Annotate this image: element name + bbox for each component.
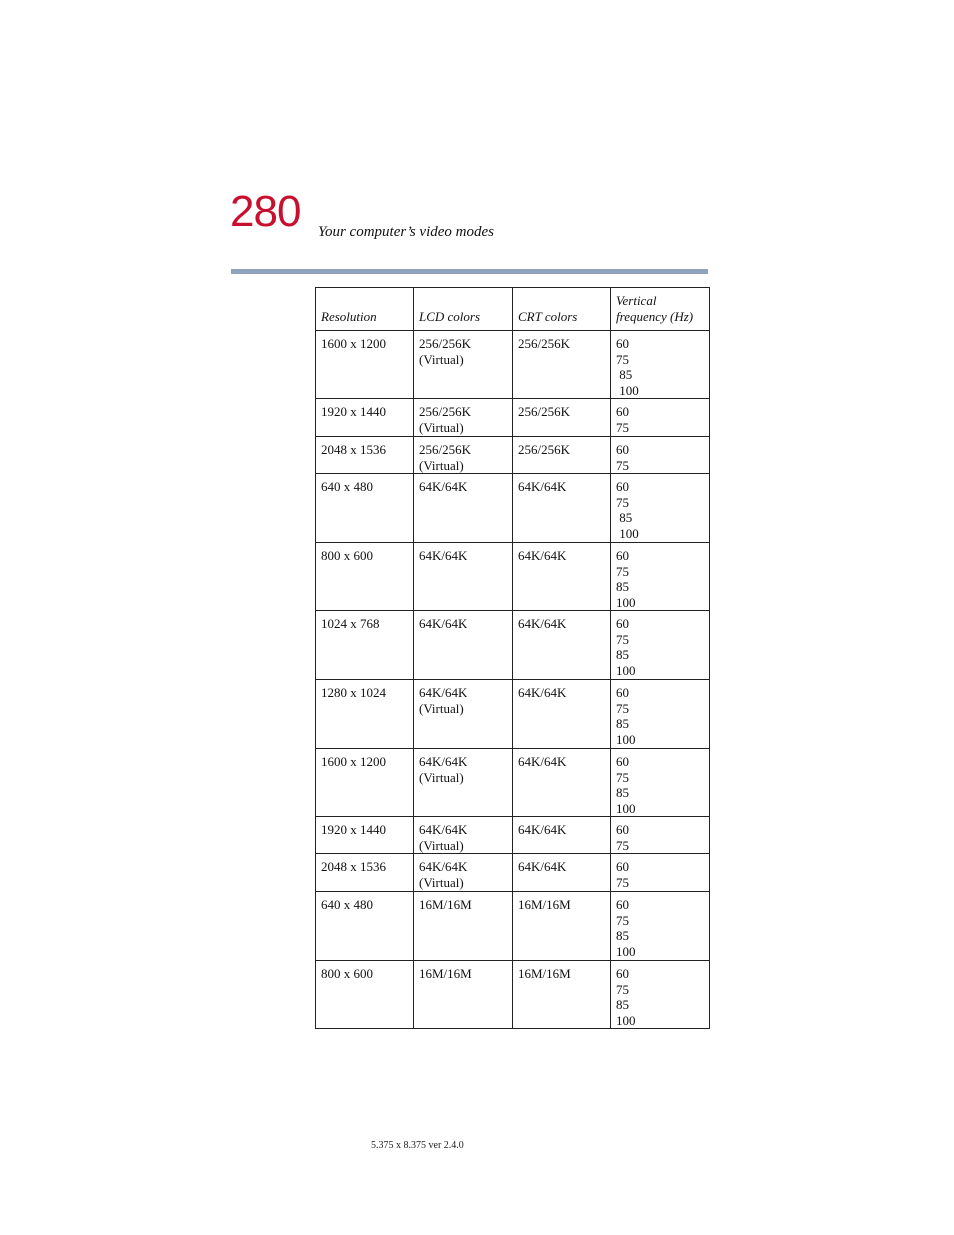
cell-crt-colors: 64K/64K — [513, 543, 611, 611]
frequency-value: 60 — [616, 479, 629, 494]
cell-crt-colors: 64K/64K — [513, 474, 611, 543]
cell-vertical-frequency — [611, 892, 710, 961]
frequency-value: 75 — [616, 874, 629, 890]
lcd-colors-line: 64K/64K — [419, 754, 468, 769]
frequency-value: 60 — [616, 822, 629, 837]
cell-crt-colors: 256/256K — [513, 331, 611, 399]
frequency-value: 60 — [616, 442, 629, 457]
lcd-colors-line: 256/256K — [419, 336, 471, 351]
cell-crt-colors: 64K/64K — [513, 749, 611, 817]
table-row — [316, 817, 710, 854]
lcd-colors-line: (Virtual) — [419, 700, 464, 716]
cell-crt-colors: 16M/16M — [513, 892, 611, 961]
page-number: 280 — [230, 187, 301, 236]
column-header-crt-colors: CRT colors — [513, 288, 611, 331]
lcd-colors-line: (Virtual) — [419, 419, 464, 435]
table-row — [316, 611, 710, 680]
cell-lcd-colors — [414, 961, 513, 1029]
frequency-value: 60 — [616, 685, 629, 700]
column-header-lcd-colors: LCD colors — [414, 288, 513, 331]
footer-version: 5.375 x 8.375 ver 2.4.0 — [371, 1140, 464, 1151]
cell-resolution: 1280 x 1024 — [316, 680, 414, 749]
table-row — [316, 543, 710, 611]
running-head: Your computer’s video modes — [318, 224, 494, 240]
lcd-colors-line: (Virtual) — [419, 837, 464, 853]
cell-resolution: 2048 x 1536 — [316, 437, 414, 474]
cell-crt-colors: 256/256K — [513, 437, 611, 474]
frequency-value: 60 — [616, 336, 629, 351]
cell-resolution: 800 x 600 — [316, 543, 414, 611]
lcd-colors-line: 64K/64K — [419, 859, 468, 874]
frequency-value: 60 — [616, 966, 629, 981]
lcd-colors-line: 16M/16M — [419, 966, 472, 981]
frequency-value: 85 — [616, 716, 629, 731]
cell-vertical-frequency — [611, 474, 710, 543]
cell-resolution: 1920 x 1440 — [316, 817, 414, 854]
cell-lcd-colors — [414, 474, 513, 543]
cell-resolution: 1920 x 1440 — [316, 399, 414, 437]
frequency-value: 75 — [616, 912, 629, 928]
cell-lcd-colors — [414, 437, 513, 474]
frequency-value: 75 — [616, 837, 629, 853]
lcd-colors-line: (Virtual) — [419, 769, 464, 785]
table-body — [316, 331, 710, 1029]
lcd-colors-line: 16M/16M — [419, 897, 472, 912]
table-header-row — [316, 288, 710, 331]
frequency-value: 60 — [616, 616, 629, 631]
frequency-value: 60 — [616, 548, 629, 563]
table-row — [316, 399, 710, 437]
column-header-vertical-frequency: Vertical frequency (Hz) — [611, 288, 710, 331]
cell-lcd-colors — [414, 817, 513, 854]
frequency-value: 100 — [616, 525, 639, 541]
cell-vertical-frequency — [611, 961, 710, 1029]
table-row — [316, 854, 710, 892]
header-rule — [231, 269, 708, 274]
lcd-colors-line: 64K/64K — [419, 548, 468, 563]
frequency-value: 75 — [616, 981, 629, 997]
cell-resolution: 1600 x 1200 — [316, 749, 414, 817]
frequency-value: 100 — [616, 662, 636, 678]
frequency-value: 60 — [616, 754, 629, 769]
cell-crt-colors: 64K/64K — [513, 611, 611, 680]
cell-resolution: 640 x 480 — [316, 892, 414, 961]
frequency-value: 60 — [616, 859, 629, 874]
frequency-value: 100 — [616, 731, 636, 747]
cell-vertical-frequency — [611, 331, 710, 399]
cell-lcd-colors — [414, 331, 513, 399]
cell-lcd-colors — [414, 399, 513, 437]
cell-vertical-frequency — [611, 543, 710, 611]
cell-vertical-frequency — [611, 680, 710, 749]
frequency-value: 85 — [616, 367, 633, 382]
cell-vertical-frequency — [611, 749, 710, 817]
frequency-value: 85 — [616, 997, 629, 1012]
cell-crt-colors: 64K/64K — [513, 817, 611, 854]
frequency-value: 75 — [616, 351, 629, 367]
table-row — [316, 749, 710, 817]
lcd-colors-line: 64K/64K — [419, 616, 468, 631]
table-row — [316, 892, 710, 961]
cell-vertical-frequency — [611, 817, 710, 854]
cell-resolution: 2048 x 1536 — [316, 854, 414, 892]
lcd-colors-line: 256/256K — [419, 404, 471, 419]
lcd-colors-line: 64K/64K — [419, 685, 468, 700]
cell-lcd-colors — [414, 854, 513, 892]
table-row — [316, 437, 710, 474]
lcd-colors-line: 64K/64K — [419, 822, 468, 837]
cell-lcd-colors — [414, 543, 513, 611]
cell-lcd-colors — [414, 680, 513, 749]
cell-crt-colors: 16M/16M — [513, 961, 611, 1029]
frequency-value: 100 — [616, 943, 636, 959]
table-row — [316, 474, 710, 543]
lcd-colors-line: 64K/64K — [419, 479, 468, 494]
frequency-value: 75 — [616, 419, 629, 435]
frequency-value: 85 — [616, 579, 629, 594]
cell-crt-colors: 64K/64K — [513, 854, 611, 892]
lcd-colors-line: (Virtual) — [419, 874, 464, 890]
frequency-value: 75 — [616, 631, 629, 647]
table-row — [316, 961, 710, 1029]
frequency-value: 100 — [616, 382, 639, 398]
cell-vertical-frequency — [611, 399, 710, 437]
cell-resolution: 1024 x 768 — [316, 611, 414, 680]
cell-lcd-colors — [414, 611, 513, 680]
frequency-value: 60 — [616, 404, 629, 419]
frequency-value: 75 — [616, 700, 629, 716]
frequency-value: 75 — [616, 563, 629, 579]
table-row — [316, 331, 710, 399]
cell-vertical-frequency — [611, 611, 710, 680]
cell-resolution: 640 x 480 — [316, 474, 414, 543]
cell-resolution: 800 x 600 — [316, 961, 414, 1029]
lcd-colors-line: 256/256K — [419, 442, 471, 457]
frequency-value: 85 — [616, 928, 629, 943]
frequency-value: 75 — [616, 769, 629, 785]
frequency-value: 85 — [616, 647, 629, 662]
lcd-colors-line: (Virtual) — [419, 457, 464, 473]
cell-lcd-colors — [414, 749, 513, 817]
frequency-value: 85 — [616, 785, 629, 800]
frequency-value: 85 — [616, 510, 633, 525]
cell-resolution: 1600 x 1200 — [316, 331, 414, 399]
frequency-value: 100 — [616, 800, 636, 816]
cell-crt-colors: 256/256K — [513, 399, 611, 437]
frequency-value: 60 — [616, 897, 629, 912]
lcd-colors-line: (Virtual) — [419, 351, 464, 367]
column-header-resolution: Resolution — [316, 288, 414, 331]
cell-vertical-frequency — [611, 437, 710, 474]
frequency-value: 75 — [616, 494, 629, 510]
video-modes-table — [315, 287, 710, 1029]
cell-vertical-frequency — [611, 854, 710, 892]
cell-lcd-colors — [414, 892, 513, 961]
frequency-value: 100 — [616, 1012, 636, 1028]
table-row — [316, 680, 710, 749]
frequency-value: 100 — [616, 594, 636, 610]
cell-crt-colors: 64K/64K — [513, 680, 611, 749]
frequency-value: 75 — [616, 457, 629, 473]
